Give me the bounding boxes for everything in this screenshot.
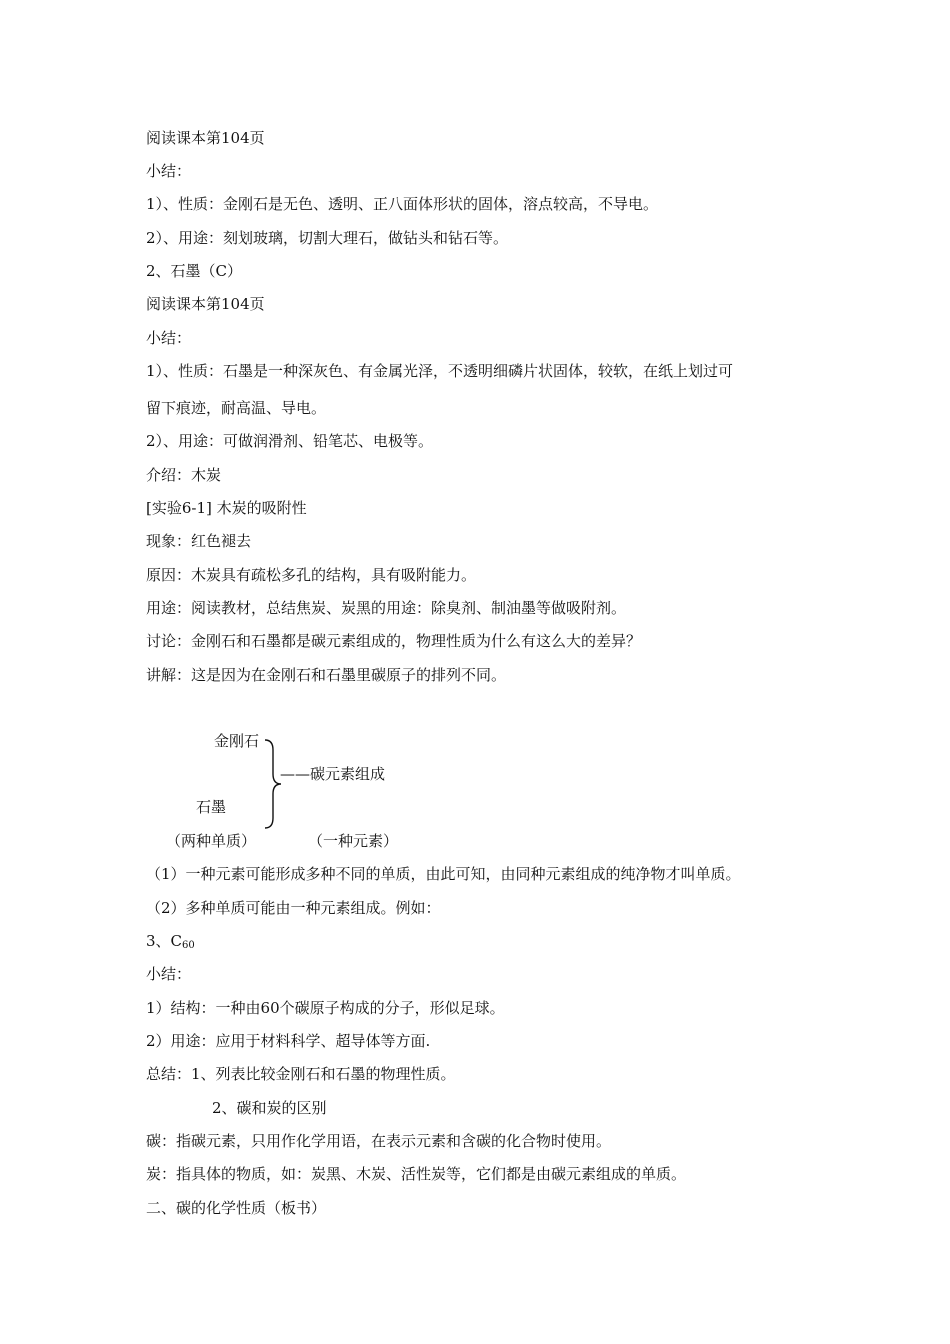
text-line: 小结： xyxy=(146,329,192,347)
text-line: 阅读课本第104页 xyxy=(146,129,265,147)
text-line: 原因：木炭具有疏松多孔的结构，具有吸附能力。 xyxy=(146,566,477,584)
diagram-diamond-label: 金刚石 xyxy=(214,732,260,750)
text-line: 总结：1、列表比较金刚石和石墨的物理性质。 xyxy=(146,1065,456,1083)
text-line: 留下痕迹，耐高温、导电。 xyxy=(146,399,327,417)
brace-icon xyxy=(262,738,284,830)
text-line: 2）、用途：刻划玻璃，切割大理石，做钻头和钻石等。 xyxy=(146,229,509,247)
c60-subscript: 60 xyxy=(182,940,195,951)
diagram-element-label: ——碳元素组成 xyxy=(280,765,386,783)
text-line: 2）用途：应用于材料科学、超导体等方面. xyxy=(146,1032,431,1050)
section-heading: 二、碳的化学性质（板书） xyxy=(146,1199,327,1217)
section-heading-c60 xyxy=(146,931,195,956)
text-line: 阅读课本第104页 xyxy=(146,295,265,313)
text-line: 1）、性质：石墨是一种深灰色、有金属光泽，不透明细磷片状固体，较软，在纸上划过可 xyxy=(146,362,734,380)
text-line: 讲解：这是因为在金刚石和石墨里碳原子的排列不同。 xyxy=(146,666,507,684)
text-line: 现象：红色褪去 xyxy=(146,532,252,550)
text-line: （2）多种单质可能由一种元素组成。例如： xyxy=(146,899,441,917)
text-line: 1）、性质：金刚石是无色、透明、正八面体形状的固体，溶点较高，不导电。 xyxy=(146,195,659,213)
text-line: 碳：指碳元素，只用作化学用语，在表示元素和含碳的化合物时使用。 xyxy=(146,1132,612,1150)
text-line: 炭：指具体的物质，如：炭黑、木炭、活性炭等，它们都是由碳元素组成的单质。 xyxy=(146,1165,687,1183)
diagram-caption-left: （两种单质） xyxy=(166,832,257,850)
c60-prefix: 3、C xyxy=(146,932,183,950)
text-line: 讨论：金刚石和石墨都是碳元素组成的，物理性质为什么有这么大的差异？ xyxy=(146,632,642,650)
text-line: 用途：阅读教材，总结焦炭、炭黑的用途：除臭剂、制油墨等做吸附剂。 xyxy=(146,599,627,617)
text-line: 介绍：木炭 xyxy=(146,466,222,484)
diagram-caption-right: （一种元素） xyxy=(308,832,399,850)
text-line: 小结： xyxy=(146,965,192,983)
text-line: 小结： xyxy=(146,162,192,180)
diagram-graphite-label: 石墨 xyxy=(196,798,227,816)
section-heading: 2、石墨（C） xyxy=(146,262,243,280)
text-line: （1）一种元素可能形成多种不同的单质，由此可知，由同种元素组成的纯净物才叫单质。 xyxy=(146,865,741,883)
text-line-indented: 2、碳和炭的区别 xyxy=(212,1099,327,1117)
text-line: [实验6-1] 木炭的吸附性 xyxy=(146,499,307,517)
text-line: 1）结构：一种由60个碳原子构成的分子，形似足球。 xyxy=(146,999,505,1017)
text-line: 2）、用途：可做润滑剂、铅笔芯、电极等。 xyxy=(146,432,434,450)
